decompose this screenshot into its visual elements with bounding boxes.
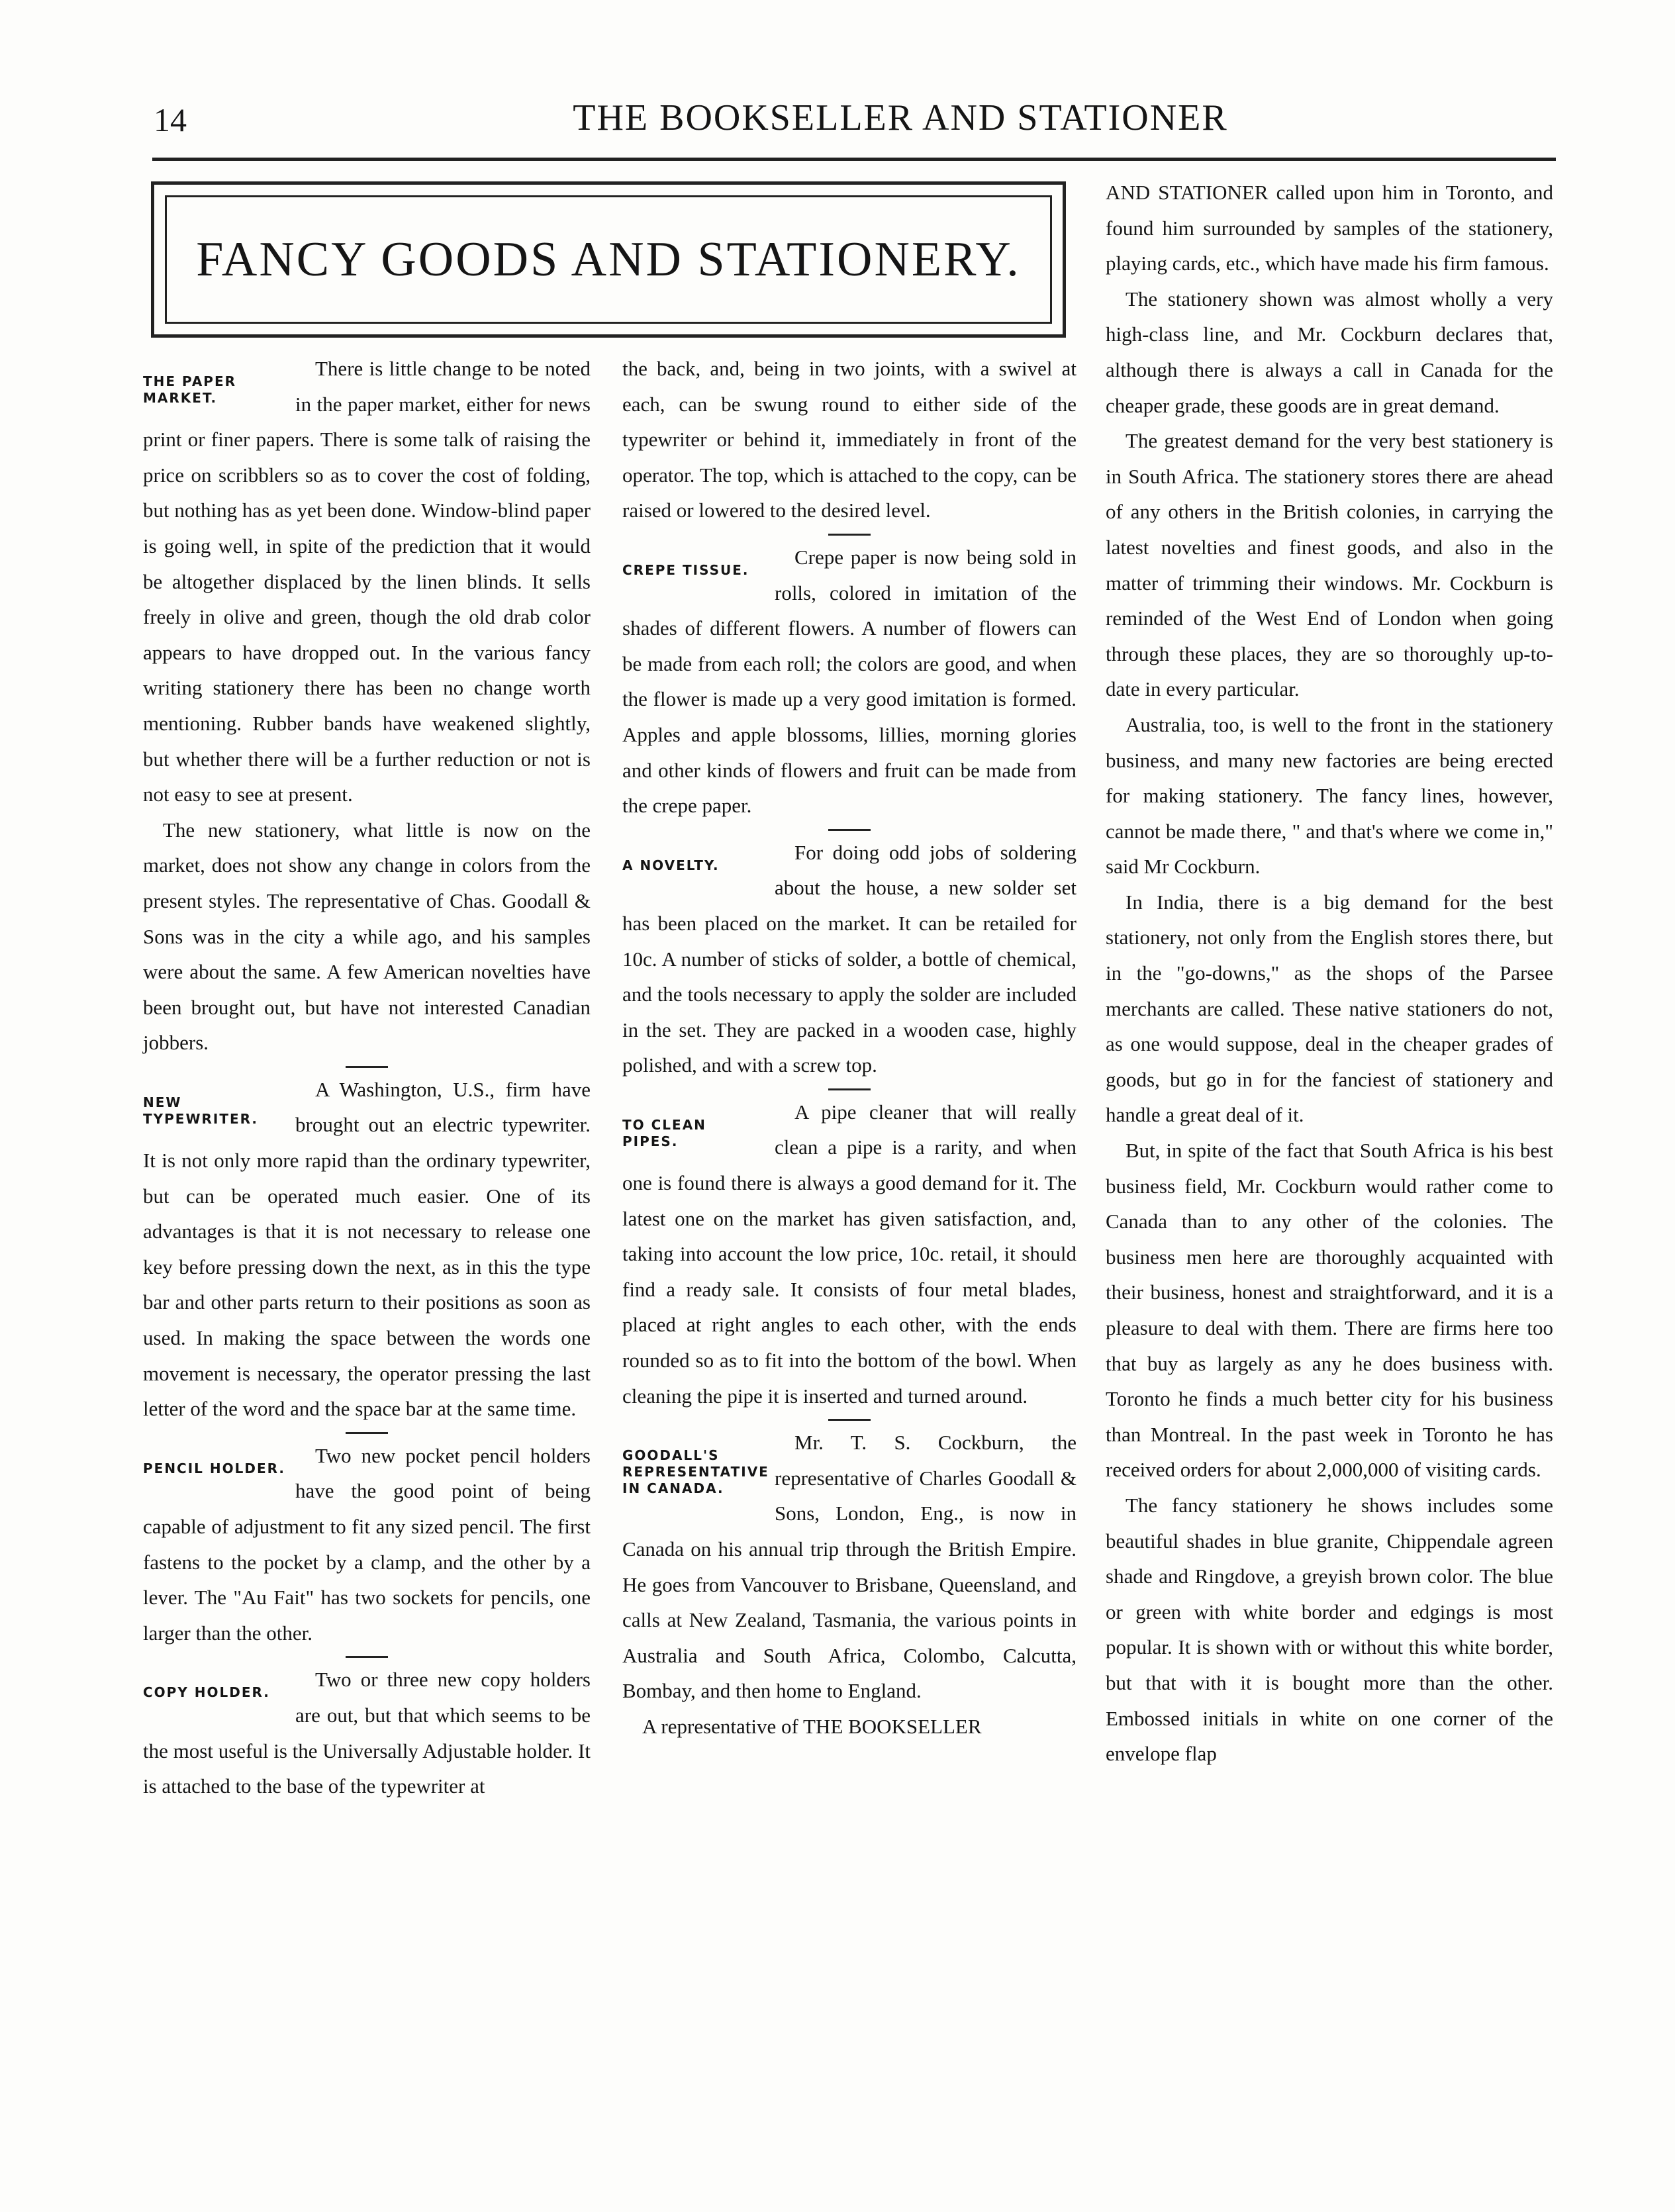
article-section xyxy=(143,1662,591,1803)
page-number: 14 xyxy=(154,101,187,138)
paragraph: A pipe cleaner that will really clean a pipe is a rarity, and when one is found there is always a good demand for it. The latest one on the market has given satisfaction, and, taking into account the low price, 10c. retail, it should find a ready sale. It consists of four metal blades, placed at right angles to each other, with the ends rounded so as to fit into the bottom of the bowl. When cleaning the pipe it is inserted and turned around. xyxy=(622,1100,1077,1408)
paragraph: Australia, too, is well to the front in the stationery business, and many new factories are being erected for making stationery. The fancy lines, however, cannot be made there, " and that's where we come in," said Mr Cockburn. xyxy=(1106,712,1553,879)
side-heading: TO CLEAN PIPES. xyxy=(622,1116,706,1149)
column-3 xyxy=(1106,175,1553,1772)
article-section xyxy=(622,351,1077,528)
section-divider xyxy=(346,1656,388,1658)
side-heading: CREPE TISSUE. xyxy=(622,561,749,578)
article-section xyxy=(622,835,1077,1083)
section-divider xyxy=(346,1432,388,1434)
section-divider xyxy=(828,534,871,536)
title-box xyxy=(151,181,1066,338)
paragraph: The stationery shown was almost wholly a very high-class line, and Mr. Cockburn declares that, although there is always a call in Canada for the cheaper grade, these goods are in great demand. xyxy=(1106,287,1553,417)
paragraph: the back, and, being in two joints, with a swivel at each, can be swung round to either side of the typewriter or behind it, immediately in front of the operator. The top, which is attached to the copy, can be raised or lowered to the desired level. xyxy=(622,357,1077,522)
paragraph: There is little change to be noted in the paper market, either for news print or finer papers. There is some talk of raising the price on scribblers so as to cover the cost of folding, but nothing has as yet been done. Window-blind paper is going well, in spite of the prediction that it would be altogether displaced by the linen blinds. It sells freely in olive and green, though the old drab color appears to have dropped out. In the various fancy writing stationery there has been no change worth mentioning. Rubber bands have weakened slightly, but whether there will be a further reduction or not is not easy to see at present. xyxy=(143,357,591,806)
paragraph: AND STATIONER called upon him in Toronto, and found him surrounded by samples of the stationery, playing cards, etc., which have made his firm famous. xyxy=(1106,181,1553,275)
section-divider xyxy=(346,1066,388,1068)
paragraph: The greatest demand for the very best stationery is in South Africa. The stationery stores there are ahead of any others in the British colonies, in carrying the latest novelties and finest goods, and also in the matter of trimming their windows. Mr. Cockburn is reminded of the West End of London when going through these places, they are so thoroughly up-to-date in every particular. xyxy=(1106,429,1553,701)
column-1 xyxy=(143,351,591,1804)
article-section xyxy=(622,1094,1077,1414)
column-2 xyxy=(622,351,1077,1745)
paragraph: But, in spite of the fact that South Africa is his best business field, Mr. Cockburn would rather come to Canada than to any other of the colonies. The business men here are thoroughly acquainted with their business, honest and straightforward, and it is a pleasure to deal with them. There are firms here too that buy as largely as any he does business with. Toronto he finds a much better city for his business than Montreal. In the past week in Toronto he has received orders for about 2,000,000 of visiting cards. xyxy=(1106,1139,1553,1482)
article-section xyxy=(143,351,591,1061)
side-heading: A NOVELTY. xyxy=(622,857,720,873)
paragraph: A representative of THE BOOKSELLER xyxy=(642,1714,982,1738)
paragraph: The new stationery, what little is now on the market, does not show any change in colors from the present styles. The representative of Chas. Goodall & Sons was in the city a while ago, and his samples were about the same. A few American novelties have been brought out, but have not interested Canadian jobbers. xyxy=(143,818,591,1055)
side-heading: THE PAPER MARKET. xyxy=(143,373,237,406)
running-head: THE BOOKSELLER AND STATIONER xyxy=(573,97,1228,138)
article-section xyxy=(622,540,1077,824)
paragraph: For doing odd jobs of soldering about the house, a new solder set has been placed on the market. It can be retailed for 10c. A number of sticks of solder, a bottle of chemical, and the tools necessary to apply the solder are included in the set. They are packed in a wooden case, highly polished, and with a screw top. xyxy=(622,840,1077,1077)
article-section xyxy=(1106,175,1553,1772)
paragraph: Crepe paper is now being sold in rolls, colored in imitation of the shades of different flowers. A number of flowers can be made from each roll; the colors are good, and when the flower is made up a very good imitation is formed. Apples and apple blossoms, lillies, morning glories and other kinds of flowers and fruit can be made from the crepe paper. xyxy=(622,545,1077,818)
side-heading: COPY HOLDER. xyxy=(143,1684,270,1701)
article-section xyxy=(622,1425,1077,1744)
side-heading: NEW TYPEWRITER. xyxy=(143,1094,259,1127)
title-inner-frame xyxy=(165,195,1052,324)
paragraph: In India, there is a big demand for the best stationery, not only from the English stores there, but in the "go-downs," as the shops of the Parsee merchants are called. These native stationers do not, as one would suppose, deal in the cheaper grades of goods, but go in for the fanciest of stationery and handle a great deal of it. xyxy=(1106,890,1553,1127)
section-divider xyxy=(828,1088,871,1090)
paragraph: Two new pocket pencil holders have the good point of being capable of adjustment to fit any sized pencil. The first fastens to the pocket by a clamp, and the other by a lever. The "Au Fait" has two sockets for pencils, one larger than the other. xyxy=(143,1443,591,1645)
side-heading: GOODALL'S REPRESENTATIVE IN CANADA. xyxy=(622,1447,769,1497)
paragraph: The fancy stationery he shows includes some beautiful shades in blue granite, Chippendale agreen shade and Ringdove, a greyish brown color. The blue or green with white border and edgings is most popular. It is shown with or without this white border, but that with it is bought more than the other. Embossed initials in white on one corner of the envelope flap xyxy=(1106,1493,1553,1766)
paragraph: A Washington, U.S., firm have brought out an electric typewriter. It is not only more rapid than the ordinary typewriter, but can be operated much easier. One of its advantages is that it is not necessary to release one key before pressing down the next, as in this the type bar and other parts return to their positions as soon as used. In making the space between the words one movement is necessary, the operator pressing the last letter of the word and the space bar at the same time. xyxy=(143,1077,591,1421)
article-title: FANCY GOODS AND STATIONERY. xyxy=(196,232,1021,287)
article-section xyxy=(143,1072,591,1427)
paragraph: Mr. T. S. Cockburn, the representative of Charles Goodall & Sons, London, Eng., is now in Canada on his annual trip through the British Empire. He goes from Vancouver to Brisbane, Queensland, and calls at New Zealand, Tasmania, the various points in Australia and South Africa, Colombo, Calcutta, Bombay, and then home to England. xyxy=(622,1431,1077,1703)
section-divider xyxy=(828,829,871,831)
header-rule xyxy=(152,158,1556,161)
article-section xyxy=(143,1438,591,1651)
paragraph: Two or three new copy holders are out, but that which seems to be the most useful is the Universally Adjustable holder. It is attached to the base of the typewriter at xyxy=(143,1668,591,1798)
section-divider xyxy=(828,1419,871,1421)
side-heading: PENCIL HOLDER. xyxy=(143,1460,286,1476)
